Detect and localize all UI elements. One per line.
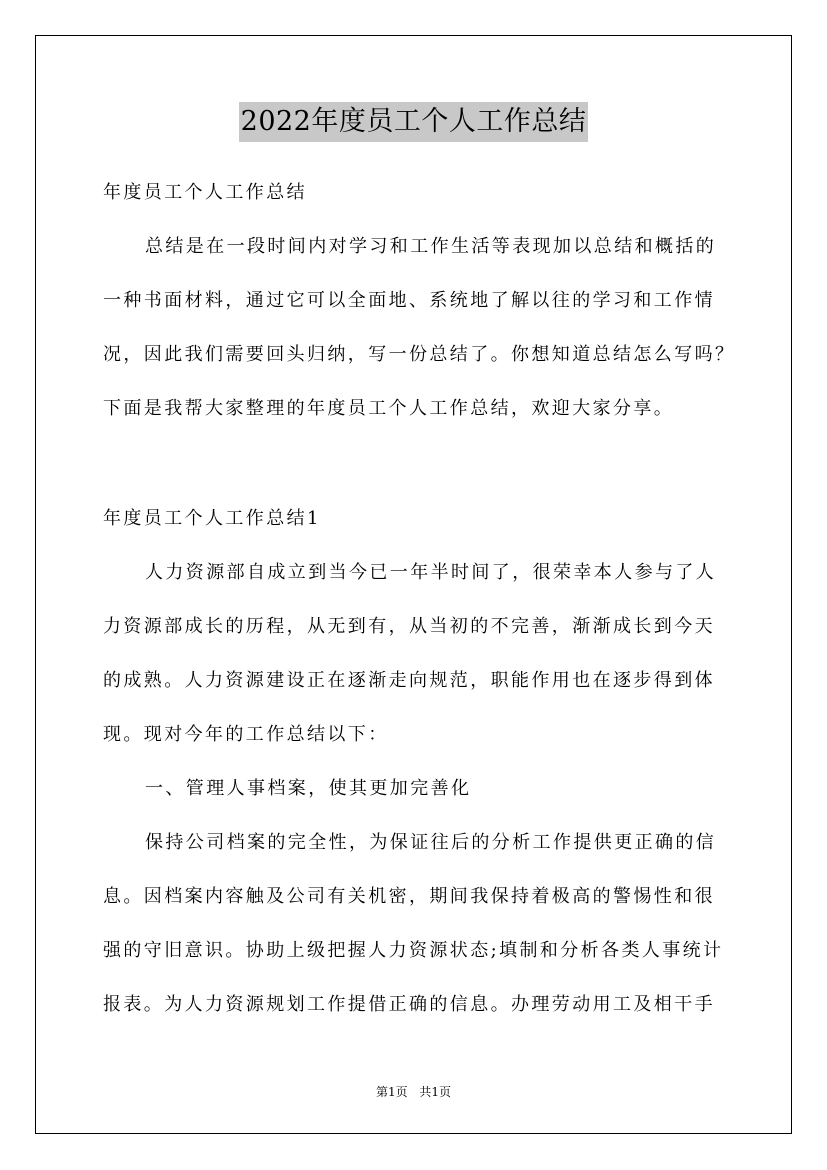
paragraph-line: 人力资源部自成立到当今已一年半时间了，很荣幸本人参与了人 xyxy=(145,562,717,583)
paragraph-line: 总结是在一段时间内对学习和工作生活等表现加以总结和概括的 xyxy=(145,236,717,257)
paragraph-line: 力资源部成长的历程，从无到有，从当初的不完善，渐渐成长到今天 xyxy=(103,616,715,637)
page-footer xyxy=(0,1084,827,1100)
title-container xyxy=(0,102,827,142)
section-heading: 年度员工个人工作总结1 xyxy=(103,508,321,529)
page-number: 第1页 xyxy=(375,1085,408,1099)
paragraph-line: 现。现对今年的工作总结以下： xyxy=(103,724,389,745)
section-heading: 年度员工个人工作总结 xyxy=(103,182,307,203)
paragraph-line: 的成熟。人力资源建设正在逐渐走向规范，职能作用也在逐步得到体 xyxy=(103,670,715,691)
paragraph-line: 息。因档案内容触及公司有关机密，期间我保持着极高的警惕性和很 xyxy=(103,886,715,907)
paragraph-line: 况，因此我们需要回头归纳，写一份总结了。你想知道总结怎么写吗？ xyxy=(103,344,736,365)
page-total: 共1页 xyxy=(419,1085,452,1099)
paragraph-line: 强的守旧意识。协助上级把握人力资源状态;填制和分析各类人事统计 xyxy=(103,940,724,961)
subsection-heading: 一、管理人事档案，使其更加完善化 xyxy=(145,778,472,799)
paragraph-line: 下面是我帮大家整理的年度员工个人工作总结，欢迎大家分享。 xyxy=(103,398,675,419)
paragraph-line: 一种书面材料，通过它可以全面地、系统地了解以往的学习和工作情 xyxy=(103,290,715,311)
paragraph-line: 报表。为人力资源规划工作提借正确的信息。办理劳动用工及相干手 xyxy=(103,994,715,1015)
document-title: 2022年度员工个人工作总结 xyxy=(239,102,589,142)
paragraph-line: 保持公司档案的完全性，为保证往后的分析工作提供更正确的信 xyxy=(145,832,717,853)
